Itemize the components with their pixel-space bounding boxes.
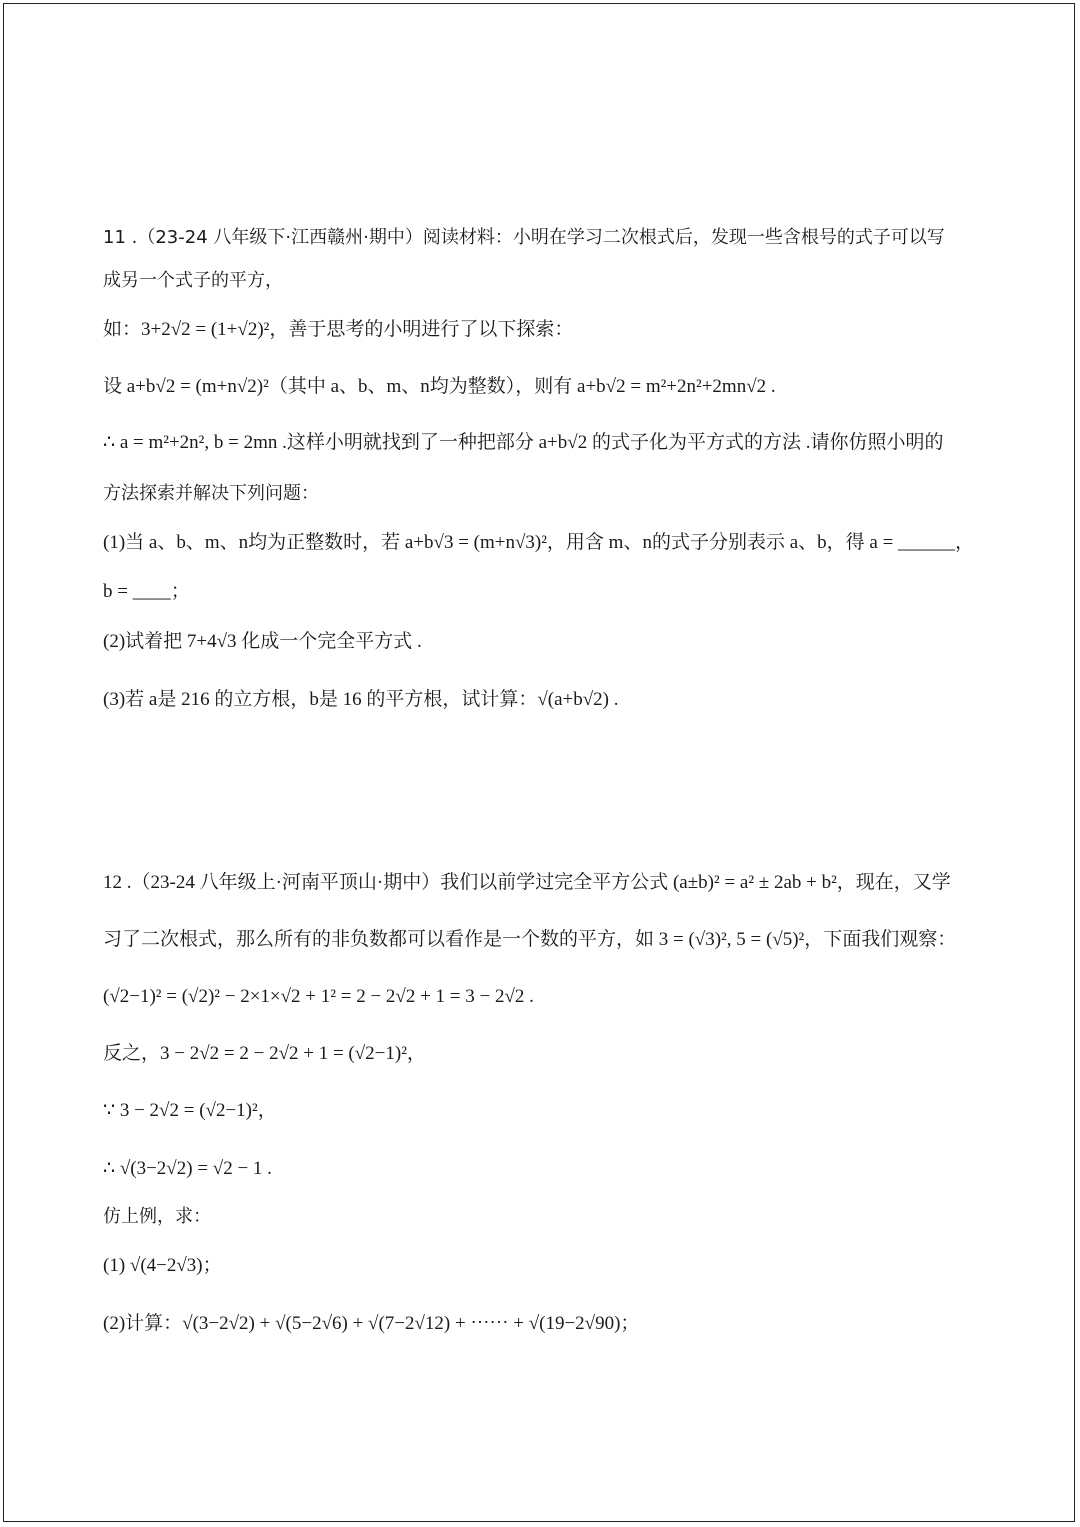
q11-question-3: (3)若 a是 216 的立方根，b是 16 的平方根，试计算：√(a+b√2) . <box>103 689 619 710</box>
q12-line-1: 12 .（23-24 八年级上·河南平顶山·期中）我们以前学过完全平方公式 (a±b)² = a² ± 2ab + b²，现在，又学 <box>103 872 951 893</box>
q11-question-1: (1)当 a、b、m、n均为正整数时，若 a+b√3 = (m+n√3)²，用含 m、n的式子分别表示 a、b，得 a = ______， <box>103 532 975 553</box>
q11-line-2: 成另一个式子的平方， <box>103 270 283 291</box>
q11-line-6: 方法探索并解决下列问题： <box>103 483 319 504</box>
q11-line-5: ∴ a = m²+2n², b = 2mn .这样小明就找到了一种把部分 a+b√2 的式子化为平方式的方法 .请你仿照小明的 <box>103 432 944 453</box>
q12-question-1: (1) √(4−2√3)； <box>103 1255 222 1276</box>
q12-question-2: (2)计算：√(3−2√2) + √(5−2√6) + √(7−2√12) + ⋯⋯ + √(19−2√90)； <box>103 1313 640 1334</box>
q11-line-4: 设 a+b√2 = (m+n√2)²（其中 a、b、m、n均为整数），则有 a+b√2 = m²+2n²+2mn√2 . <box>103 376 776 397</box>
q12-line-6: ∴ √(3−2√2) = √2 − 1 . <box>103 1158 272 1179</box>
q11-line-1: 11 .（23-24 八年级下·江西赣州·期中）阅读材料：小明在学习二次根式后，发现一些含根号的式子可以写 <box>103 227 945 248</box>
q11-question-2: (2)试着把 7+4√3 化成一个完全平方式 . <box>103 631 422 652</box>
q12-line-4: 反之，3 − 2√2 = 2 − 2√2 + 1 = (√2−1)²， <box>103 1043 426 1064</box>
q11-question-1-b: b = ____； <box>103 581 190 602</box>
q12-line-3: (√2−1)² = (√2)² − 2×1×√2 + 1² = 2 − 2√2 + 1 = 3 − 2√2 . <box>103 986 534 1007</box>
q12-line-5: ∵ 3 − 2√2 = (√2−1)²， <box>103 1100 277 1121</box>
q12-line-7: 仿上例，求： <box>103 1206 211 1227</box>
q12-line-2: 习了二次根式，那么所有的非负数都可以看作是一个数的平方，如 3 = (√3)², 5 = (√5)²，下面我们观察： <box>103 929 957 950</box>
q11-line-3: 如：3+2√2 = (1+√2)²，善于思考的小明进行了以下探索： <box>103 319 574 340</box>
